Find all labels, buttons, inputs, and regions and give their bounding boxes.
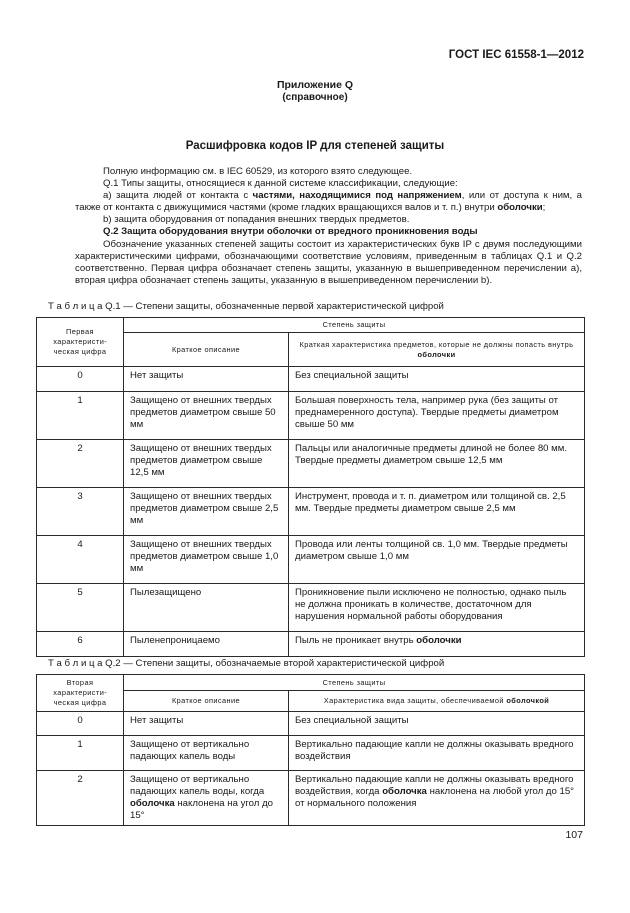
table-row [37,536,585,584]
text: Характеристика вида защиты, обеспечиваемой [323,696,507,705]
bold-term: оболочкой [506,696,550,705]
bold-term: частями, находящимися под напряжением [252,190,462,202]
header-second-digit: Вторая характеристическая цифра [37,675,124,712]
page-number: 107 [565,829,583,841]
text: а) защита людей от контакта с [103,190,253,202]
bold-term: оболочки [497,202,543,214]
paragraph-intro: Полную информацию см. в IEC 60529, из которого взято следующее. [103,166,413,177]
table-row [37,367,585,392]
char-cell: Инструмент, провода и т. п. диаметром или толщиной св. 2,5 мм. Твердые предметы диаметром свыше 2,5 мм [289,488,585,536]
text: Пыль не проникает внутрь [295,635,417,646]
header-degree-of-protection: Степень защиты [124,318,585,333]
paragraph-designation: Обозначение указанных степеней защиты состоит из характеристических букв IP с двумя последующими характеристическими цифрами, обозначающими соответствие условиям, приведенным в таблицах Q.1 и Q.2 соответственно. Первая цифра обозначает степень защиты, указанную в вышеприведенном перечислении а), вторая цифра обозначает степень защиты, указанную в вышеприведенном перечислении b). [75,238,582,286]
main-title: Расшифровка кодов IP для степеней защиты [185,140,445,152]
char-cell [289,771,585,826]
char-cell [289,632,585,657]
digit-cell: 0 [37,712,124,736]
header-characteristic [289,691,585,712]
paragraph-q1: Q.1 Типы защиты, относящиеся к данной системе классификации, следующие: [103,178,458,190]
table-row [37,736,585,771]
header-characteristic [289,333,585,367]
short-cell: Нет защиты [124,712,289,736]
table-row [37,632,585,657]
standard-code: ГОСТ IEC 61558-1—2012 [448,49,584,61]
digit-cell: 5 [37,584,124,632]
char-cell: Большая поверхность тела, например рука (без защиты от преднамеренного доступа). Твердые предметы диаметром свыше 50 мм [289,392,585,440]
digit-cell: 1 [37,392,124,440]
short-cell: Пыленепроницаемо [124,632,289,657]
header-degree-of-protection: Степень защиты [124,675,585,691]
short-cell: Защищено от внешних твердых предметов диаметром свыше 2,5 мм [124,488,289,536]
short-cell: Защищено от внешних твердых предметов диаметром свыше 50 мм [124,392,289,440]
table-row [37,712,585,736]
digit-cell: 0 [37,367,124,392]
table-row [37,488,585,536]
annex-subtitle: (справочное) [282,92,348,103]
text: Защищено от вертикально падающих капель воды, когда [130,774,265,797]
short-cell: Пылезащищено [124,584,289,632]
text: , или от доступа к ним, а также от контакта с движущимися частями (кроме гладких вращающихся валов и т. п.) внутри [75,190,582,214]
table-row [37,771,585,826]
char-cell: Без специальной защиты [289,367,585,392]
bold-term: оболочки [416,635,462,646]
paragraph-q1-a [75,190,582,214]
short-cell: Защищено от вертикально падающих капель воды [124,736,289,771]
text: ; [542,202,546,214]
digit-cell: 2 [37,440,124,488]
text: Краткая характеристика предметов, которые не должны попасть внутрь [299,339,574,349]
table-caption-q2: Т а б л и ц а Q.2 — Степени защиты, обозначаемые второй характеристической цифрой [48,658,445,669]
text: наклонена на угол до 15° [130,798,274,821]
paragraph-q1-b: b) защита оборудования от попадания внешних твердых предметов. [103,214,410,226]
annex-title: Приложение Q [276,79,354,91]
char-cell: Провода или ленты толщиной св. 1,0 мм. Твердые предметы диаметром свыше 1,0 мм [289,536,585,584]
table-caption-q1: Т а б л и ц а Q.1 — Степени защиты, обозначенные первой характеристической цифрой [48,301,444,312]
bold-term: оболочки [417,349,456,359]
text: наклонена на любой угол до 15° от нормального положения [295,786,575,809]
char-cell: Вертикально падающие капли не должны оказывать вредного воздействия [289,736,585,771]
header-short-description: Краткое описание [124,333,289,367]
char-cell: Проникновение пыли исключено не полностью, однако пыль не должна проникать в количестве, достаточном для нарушения нормальной работы оборудования [289,584,585,632]
digit-cell: 4 [37,536,124,584]
char-cell: Пальцы или аналогичные предметы длиной не более 80 мм. Твердые предметы диаметром свыше 12,5 мм [289,440,585,488]
header-first-digit: Первая характеристическая цифра [37,318,124,367]
char-cell: Без специальной защиты [289,712,585,736]
table-q2 [36,674,585,826]
bold-term: оболочка [130,798,175,809]
short-cell [124,771,289,826]
table-row [37,392,585,440]
short-cell: Защищено от внешних твердых предметов диаметром свыше 12,5 мм [124,440,289,488]
body-text [75,166,582,287]
table-q1 [36,317,585,657]
digit-cell: 6 [37,632,124,657]
short-cell: Нет защиты [124,367,289,392]
digit-cell: 2 [37,771,124,826]
paragraph-q2-heading: Q.2 Защита оборудования внутри оболочки от вредного проникновения воды [103,226,478,238]
digit-cell: 1 [37,736,124,771]
table-row [37,584,585,632]
table-row [37,440,585,488]
bold-term: оболочка [382,786,427,797]
header-short-description: Краткое описание [124,691,289,712]
text: Вертикально падающие капли не должны оказывать вредного воздействия, когда [295,774,574,797]
digit-cell: 3 [37,488,124,536]
short-cell: Защищено от внешних твердых предметов диаметром свыше 1,0 мм [124,536,289,584]
